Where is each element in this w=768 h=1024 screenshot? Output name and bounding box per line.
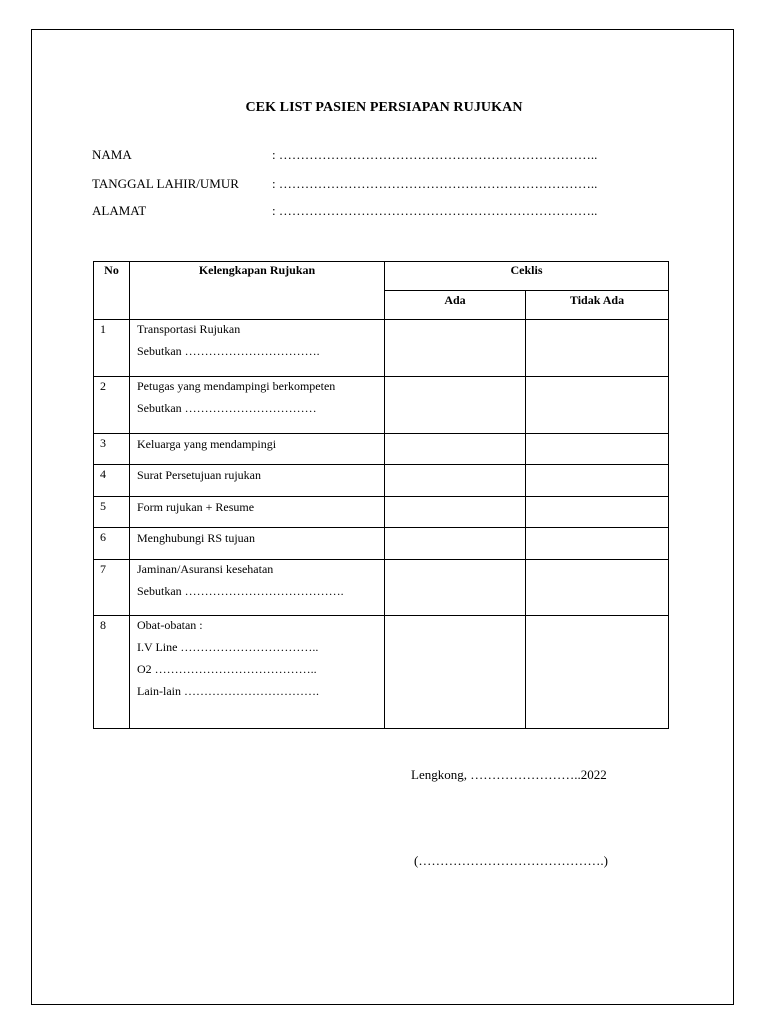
- row-item-line: O2 …………………………………..: [137, 662, 317, 676]
- header-kelengkapan: Kelengkapan Rujukan: [130, 262, 385, 320]
- header-tidak-ada: Tidak Ada: [526, 291, 669, 320]
- check-tidak-ada-cell[interactable]: [526, 497, 669, 528]
- check-ada-cell[interactable]: [385, 465, 526, 497]
- row-item: [130, 616, 385, 729]
- header-no: No: [94, 262, 130, 320]
- row-item-line: Sebutkan ……………………………: [137, 401, 317, 415]
- table-row: [94, 434, 669, 465]
- row-item-line: I.V Line ……………………………..: [137, 640, 319, 654]
- field-value-nama: : ………………………………………………………………..: [272, 147, 598, 162]
- row-item-line: Lain-lain …………………………….: [137, 684, 319, 698]
- check-tidak-ada-cell[interactable]: [526, 434, 669, 465]
- row-item-line: Jaminan/Asuransi kesehatan: [137, 562, 274, 576]
- check-tidak-ada-cell[interactable]: [526, 377, 669, 434]
- document-title: CEK LIST PASIEN PERSIAPAN RUJUKAN: [245, 100, 523, 115]
- row-item: [130, 497, 385, 528]
- checklist-table: [93, 261, 669, 729]
- check-tidak-ada-cell[interactable]: [526, 528, 669, 560]
- row-number: 7: [94, 560, 130, 616]
- row-item: [130, 434, 385, 465]
- field-value-tanggal-lahir: : ………………………………………………………………..: [272, 176, 598, 191]
- check-ada-cell[interactable]: [385, 497, 526, 528]
- row-item-line: Sebutkan ………………………………….: [137, 584, 344, 598]
- check-ada-cell[interactable]: [385, 434, 526, 465]
- row-item: [130, 320, 385, 377]
- check-ada-cell[interactable]: [385, 528, 526, 560]
- header-ceklis: Ceklis: [385, 262, 669, 291]
- check-ada-cell[interactable]: [385, 377, 526, 434]
- field-value-alamat: : ………………………………………………………………..: [272, 203, 598, 218]
- check-ada-cell[interactable]: [385, 616, 526, 729]
- field-label-nama: NAMA: [92, 147, 132, 162]
- row-number: 6: [94, 528, 130, 560]
- row-number: 8: [94, 616, 130, 729]
- field-label-tanggal-lahir: TANGGAL LAHIR/UMUR: [92, 176, 239, 191]
- row-item: [130, 560, 385, 616]
- row-number: 1: [94, 320, 130, 377]
- row-number: 3: [94, 434, 130, 465]
- check-tidak-ada-cell[interactable]: [526, 560, 669, 616]
- row-item-line: Keluarga yang mendampingi: [137, 437, 277, 451]
- check-tidak-ada-cell[interactable]: [526, 616, 669, 729]
- row-item-line: Menghubungi RS tujuan: [137, 531, 256, 545]
- table-row: [94, 560, 669, 616]
- check-ada-cell[interactable]: [385, 320, 526, 377]
- row-item-line: Petugas yang mendampingi berkompeten: [137, 379, 336, 393]
- row-item-line: Transportasi Rujukan: [137, 322, 241, 336]
- table-row: [94, 320, 669, 377]
- row-item-line: Form rujukan + Resume: [137, 500, 255, 514]
- row-number: 2: [94, 377, 130, 434]
- table-row: [94, 465, 669, 497]
- check-ada-cell[interactable]: [385, 560, 526, 616]
- row-item-line: Surat Persetujuan rujukan: [137, 468, 261, 482]
- check-tidak-ada-cell[interactable]: [526, 320, 669, 377]
- row-number: 5: [94, 497, 130, 528]
- row-item-line: Sebutkan …………………………….: [137, 344, 320, 358]
- table-header-row: [94, 262, 669, 291]
- table-row: [94, 497, 669, 528]
- row-item: [130, 377, 385, 434]
- signature-place-date: Lengkong, ……………………..2022: [411, 767, 607, 782]
- check-tidak-ada-cell[interactable]: [526, 465, 669, 497]
- header-ada: Ada: [385, 291, 526, 320]
- row-number: 4: [94, 465, 130, 497]
- row-item: [130, 465, 385, 497]
- field-label-alamat: ALAMAT: [92, 203, 147, 218]
- table-row: [94, 377, 669, 434]
- row-item-line: Obat-obatan :: [137, 618, 203, 632]
- signature-name-line: (…………………………………….): [414, 853, 608, 868]
- table-row: [94, 616, 669, 729]
